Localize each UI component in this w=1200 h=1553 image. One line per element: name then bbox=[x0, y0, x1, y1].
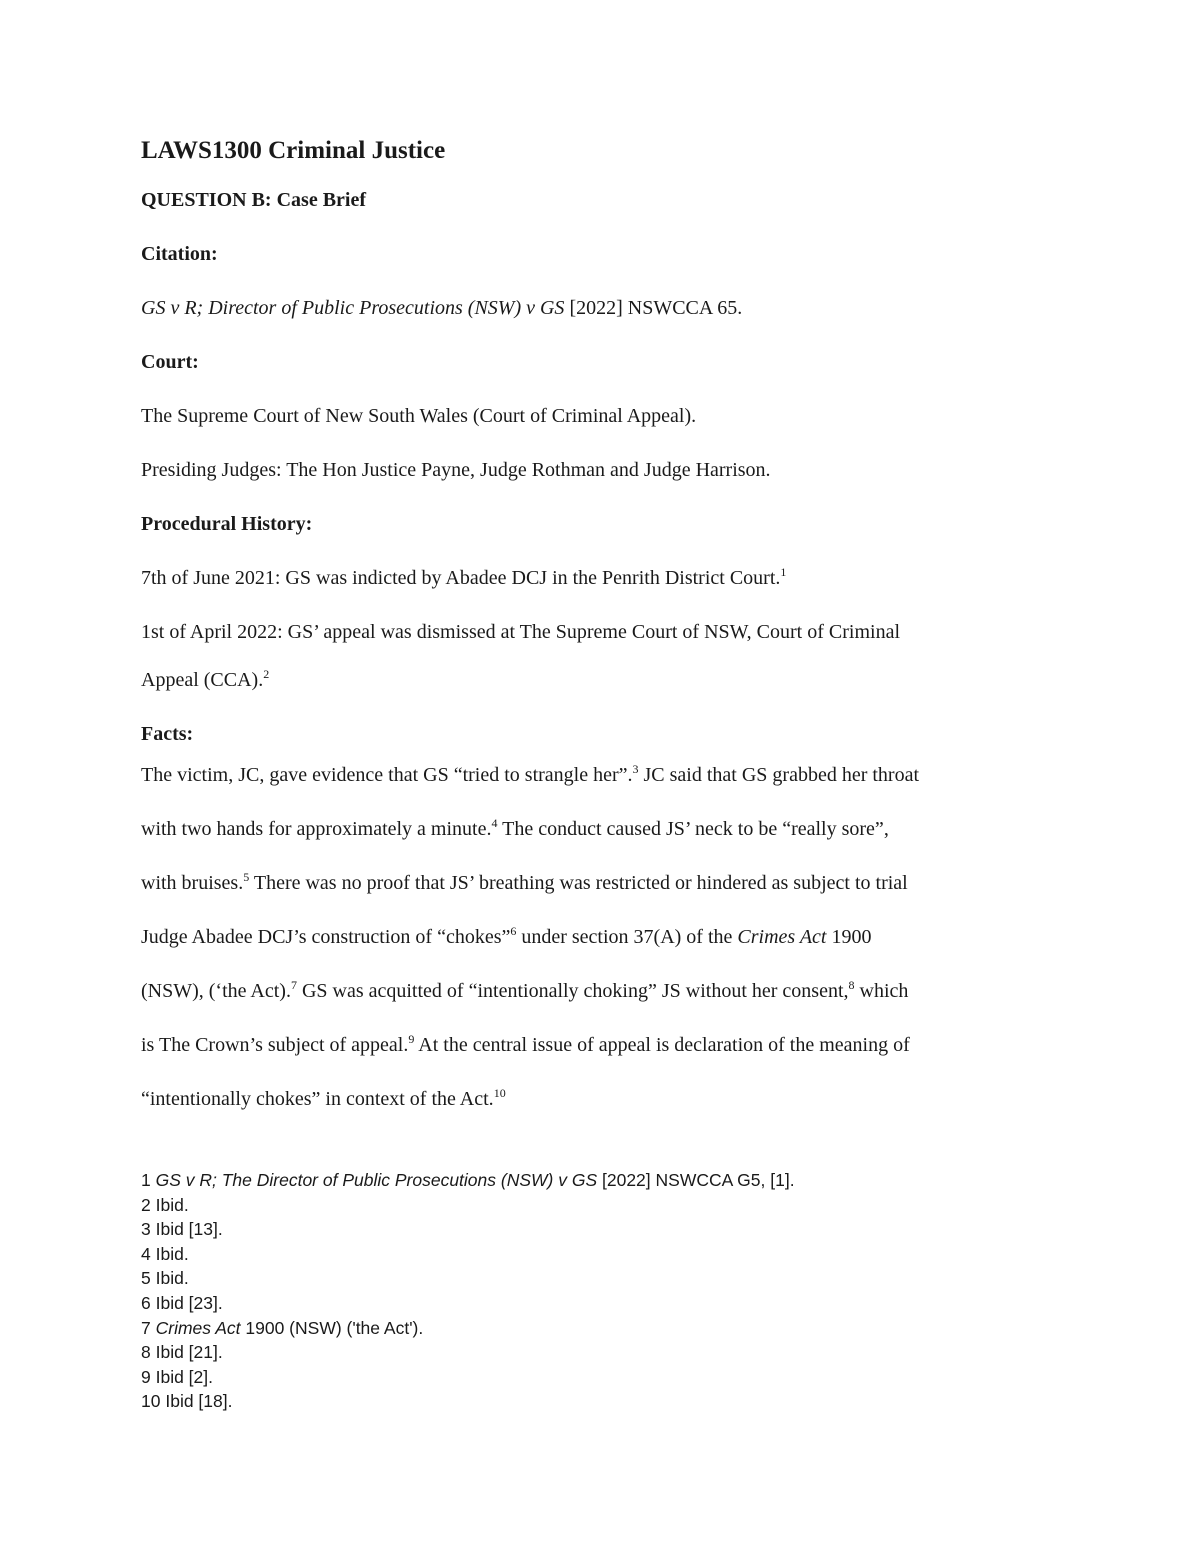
facts-line-6 bbox=[141, 1018, 1071, 1072]
act-name: Crimes Act bbox=[737, 926, 827, 948]
facts-heading: Facts: bbox=[141, 723, 194, 745]
footnote-text: Ibid [23]. bbox=[155, 1292, 223, 1313]
footnotes bbox=[141, 1168, 1071, 1414]
history-entry-2-text: Appeal (CCA). bbox=[141, 669, 264, 691]
footnote-text: Ibid [21]. bbox=[155, 1342, 223, 1363]
footnote bbox=[141, 1217, 1071, 1242]
facts-text: which bbox=[854, 980, 909, 1002]
footnote-number: 6 bbox=[141, 1292, 151, 1313]
citation-text bbox=[141, 296, 1071, 320]
facts-text: 1900 bbox=[826, 926, 872, 948]
footnote-number: 1 bbox=[141, 1170, 151, 1190]
footnote-number: 5 bbox=[141, 1268, 151, 1289]
facts-line-2 bbox=[141, 802, 1071, 856]
facts-line-1 bbox=[141, 748, 1071, 802]
footnote-ref-3[interactable]: 3 bbox=[632, 762, 639, 776]
footnote bbox=[141, 1316, 1071, 1341]
footnote bbox=[141, 1266, 1071, 1291]
history-entry-1 bbox=[141, 566, 1071, 590]
footnote-number: 8 bbox=[141, 1342, 151, 1363]
footnote bbox=[141, 1193, 1071, 1218]
footnote-number: 3 bbox=[141, 1219, 151, 1240]
footnote-ref-2[interactable]: 2 bbox=[263, 667, 270, 681]
facts-text: is The Crown’s subject of appeal. bbox=[141, 1034, 409, 1056]
facts-line-5 bbox=[141, 964, 1071, 1018]
footnote-text: Ibid. bbox=[155, 1243, 189, 1264]
facts-text: with bruises. bbox=[141, 872, 244, 894]
footnote-text: [2022] NSWCCA G5, [1]. bbox=[597, 1170, 795, 1190]
footnote bbox=[141, 1389, 1071, 1414]
footnote-ref-6[interactable]: 6 bbox=[510, 924, 517, 938]
facts-text: The victim, JC, gave evidence that GS “tried to strangle her”. bbox=[141, 764, 633, 786]
facts-text: “intentionally chokes” in context of the Act. bbox=[141, 1088, 494, 1110]
facts-line-7 bbox=[141, 1072, 1071, 1126]
footnote-text: Ibid. bbox=[155, 1194, 189, 1215]
court-heading: Court: bbox=[141, 351, 199, 373]
footnote-ref-7[interactable]: 7 bbox=[290, 978, 297, 992]
facts-text: The conduct caused JS’ neck to be “really sore”, bbox=[497, 818, 889, 840]
footnote-number: 4 bbox=[141, 1243, 151, 1264]
footnote-ref-5[interactable]: 5 bbox=[243, 870, 250, 884]
citation-heading: Citation: bbox=[141, 243, 218, 265]
procedural-history-heading: Procedural History: bbox=[141, 513, 313, 535]
document-title: LAWS1300 Criminal Justice bbox=[141, 137, 446, 164]
footnote-text: Ibid [13]. bbox=[155, 1219, 223, 1240]
footnote bbox=[141, 1340, 1071, 1365]
footnote-italic: Crimes Act bbox=[155, 1317, 241, 1338]
facts-text: with two hands for approximately a minute. bbox=[141, 818, 492, 840]
footnote-ref-1[interactable]: 1 bbox=[780, 565, 787, 579]
footnote-number: 9 bbox=[141, 1366, 151, 1387]
document-body bbox=[141, 138, 1071, 1126]
footnote-ref-10[interactable]: 10 bbox=[493, 1086, 506, 1100]
history-entry-1-text: 7th of June 2021: GS was indicted by Abadee DCJ in the Penrith District Court. bbox=[141, 567, 781, 589]
footnote-text: 1900 (NSW) ('the Act'). bbox=[240, 1317, 424, 1338]
facts-text: (NSW), (‘the Act). bbox=[141, 980, 291, 1002]
footnote-text: Ibid. bbox=[155, 1268, 189, 1289]
facts-line-4 bbox=[141, 910, 1071, 964]
footnote-ref-4[interactable]: 4 bbox=[491, 816, 498, 830]
history-entry-2-line-2 bbox=[141, 668, 1071, 692]
facts-text: JC said that GS grabbed her throat bbox=[638, 764, 920, 786]
footnote-text: Ibid [2]. bbox=[155, 1366, 214, 1387]
footnote-number: 2 bbox=[141, 1194, 151, 1215]
facts-text: At the central issue of appeal is declaration of the meaning of bbox=[414, 1034, 910, 1056]
case-reference: [2022] NSWCCA 65. bbox=[564, 297, 743, 319]
footnote bbox=[141, 1242, 1071, 1267]
facts-text: Judge Abadee DCJ’s construction of “chokes” bbox=[141, 926, 511, 948]
court-name: The Supreme Court of New South Wales (Court of Criminal Appeal). bbox=[141, 405, 697, 427]
facts-text: GS was acquitted of “intentionally choking” JS without her consent, bbox=[296, 980, 849, 1002]
footnote bbox=[141, 1365, 1071, 1390]
facts-text: under section 37(A) of the bbox=[516, 926, 738, 948]
footnote-italic: GS v R; The Director of Public Prosecutions (NSW) v GS bbox=[155, 1170, 598, 1190]
question-heading: QUESTION B: Case Brief bbox=[141, 189, 366, 211]
footnote-ref-9[interactable]: 9 bbox=[408, 1032, 415, 1046]
case-name: GS v R; Director of Public Prosecutions (NSW) v GS bbox=[141, 297, 565, 319]
footnote-number: 10 bbox=[141, 1391, 161, 1412]
history-entry-2-line-1: 1st of April 2022: GS’ appeal was dismissed at The Supreme Court of NSW, Court of Criminal bbox=[141, 621, 901, 643]
presiding-judges: Presiding Judges: The Hon Justice Payne, Judge Rothman and Judge Harrison. bbox=[141, 459, 771, 481]
footnote bbox=[141, 1291, 1071, 1316]
footnote-text: Ibid [18]. bbox=[165, 1391, 233, 1412]
footnote bbox=[141, 1168, 1071, 1193]
footnote-ref-8[interactable]: 8 bbox=[848, 978, 855, 992]
footnote-number: 7 bbox=[141, 1317, 151, 1338]
facts-text: There was no proof that JS’ breathing was restricted or hindered as subject to trial bbox=[249, 872, 908, 894]
facts-line-3 bbox=[141, 856, 1071, 910]
facts-paragraph bbox=[141, 748, 1071, 1126]
